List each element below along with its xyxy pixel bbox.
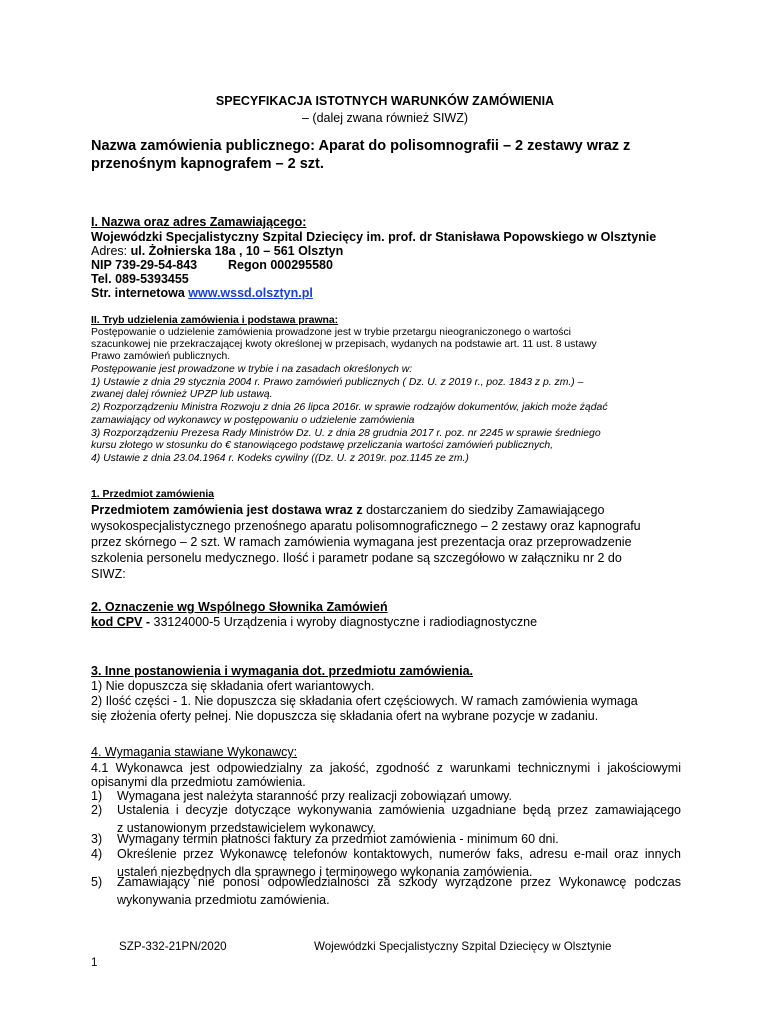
section-1-heading: I. Nazwa oraz adres Zamawiającego: [91,215,307,229]
legal-act-line-3: zwanej dalej również UPZP lub ustawą. [91,389,273,400]
page-number: 1 [91,956,98,969]
regon-number: Regon 000295580 [228,258,333,272]
requirement-item [91,845,681,879]
subject-line-4: szkolenia personelu medycznego. Ilość i parametr podane są szczegółowo w załączniku nr 2 do [91,551,622,565]
order-name-line-2: przenośnym kapnografem – 2 szt. [91,156,324,172]
legal-act-line-8: 4) Ustawie z dnia 23.04.1964 r. Kodeks cywilny ((Dz. U. z 2019r. poz.1145 ze zm.) [91,453,469,464]
requirement-item [91,787,681,801]
website-link[interactable]: www.wssd.olsztyn.pl [188,286,313,300]
requirements-list [91,787,681,907]
document-subtitle: – (dalej zwana również SIWZ) [301,111,469,125]
legal-act-line-1: Postępowanie jest prowadzone w trybie i na zasadach określonych w: [91,364,413,375]
document-title: SPECYFIKACJA ISTOTNYCH WARUNKÓW ZAMÓWIENIA [215,94,555,108]
website-line [91,284,313,302]
legal-basis-line-3: Prawo zamówień publicznych. [91,351,231,362]
website-label: Str. internetowa [91,286,189,300]
provision-line-3: się złożenia oferty pełnej. Nie dopuszcza się składania ofert na wybrane pozycje w zadaniu. [91,709,599,723]
legal-basis-line-2: szacunkowej nie przekraczającej kwoty określonej w przepisach, wydanych na podstawie art. 11 ust. 8 ustawy [91,339,597,350]
requirement-item [91,830,681,845]
cpv-dash: - [142,615,154,629]
requirement-item [91,873,681,907]
section-cpv-heading: 2. Oznaczenie wg Wspólnego Słownika Zamówień [91,600,388,614]
order-name-line-1: Nazwa zamówienia publicznego: Aparat do polisomnografii – 2 zestawy wraz z [91,138,631,154]
subject-lead-bold: Przedmiotem zamówienia jest dostawa wraz z [91,503,363,517]
legal-act-line-5: zamawiający od wykonawcy w postępowaniu o udzielenie zamówienia [91,415,415,426]
provision-line-2: 2) Ilość części - 1. Nie dopuszcza się składania ofert częściowych. W ramach zamówienia wymaga [91,694,638,708]
cpv-label: kod CPV [91,615,143,629]
legal-act-line-4: 2) Rozporządzeniu Ministra Rozwoju z dnia 26 lipca 2016r. w sprawie rodzajów dokumentów, jakich może żądać [91,402,608,413]
legal-act-line-7: kursu złotego w stosunku do € stanowiącego podstawę przeliczania wartości zamówień publicznych, [91,440,554,451]
requirement-number: 3) [91,832,103,846]
address-value: ul. Żołnierska 18a , 10 – 561 Olsztyn [130,244,344,258]
cpv-value: 33124000-5 Urządzenia i wyroby diagnostyczne i radiodiagnostyczne [153,615,538,629]
requirement-text: Ustalenia i decyzje dotyczące wykonywania zamówienia uzgadniane będą przez zamawiającego [117,803,681,817]
address-label: Adres: [91,244,131,258]
section-requirements-heading: 4. Wymagania stawiane Wykonawcy: [91,745,298,759]
legal-act-line-2: 1) Ustawie z dnia 29 stycznia 2004 r. Prawo zamówień publicznych ( Dz. U. z 2019 r., poz. 1843 z p. zm.) – [91,377,584,388]
requirement-number: 1) [91,789,103,803]
footer-reference: SZP-332-21PN/2020 [119,940,227,953]
requirement-number: 5) [91,875,103,889]
subject-lead-rest: dostarczaniem do siedziby Zamawiającego [362,503,605,517]
legal-basis-line-1: Postępowanie o udzielenie zamówienia prowadzone jest w trybie przetargu nieograniczonego o wartości [91,327,571,338]
section-subject-heading: 1. Przedmiot zamówienia [91,489,214,500]
legal-act-line-6: 3) Rozporządzeniu Prezesa Rady Ministrów Dz. U. z dnia 28 grudnia 2017 r. poz. nr 2245 w sprawie średniego [91,428,601,439]
telephone-number: Tel. 089-5393455 [91,272,189,286]
requirements-intro-line-1: 4.1 Wykonawca jest odpowiedzialny za jakość, zgodność z warunkami technicznymi i jakościowymi [91,761,681,775]
requirement-text: Wymagana jest należyta staranność przy realizacji zobowiązań umowy. [117,789,512,803]
subject-line-3: przez skórnego – 2 szt. W ramach zamówienia wymagana jest prezentacja oraz przeprowadzenie [91,535,632,549]
requirement-item [91,801,681,835]
requirement-number: 4) [91,847,103,861]
footer-hospital: Wojewódzki Specjalistyczny Szpital Dziecięcy w Olsztynie [314,940,612,953]
provision-line-1: 1) Nie dopuszcza się składania ofert wariantowych. [91,679,375,693]
requirement-text: Określenie przez Wykonawcę telefonów kontaktowych, numerów faks, adresu e-mail oraz innych [117,847,681,861]
nip-number: NIP 739-29-54-843 [91,258,198,272]
cpv-line [91,613,537,631]
requirement-text-cont: ustaleń niezbędnych dla sprawnego i terminowego wykonania zamówienia. [117,865,533,879]
requirements-intro-line-2: opisanymi dla przedmiotu zamówienia. [91,775,306,789]
subject-line-2: wysokospecjalistycznego przenośnego aparatu polisomnograficznego – 2 zestawy oraz kapnografu [91,519,641,533]
requirement-text-cont: z ustanowionym przedstawicielem wykonawcy. [117,821,376,835]
requirement-text-cont: wykonywania przedmiotu zamówienia. [117,893,330,907]
requirement-text: Wymagany termin płatności faktury za przedmiot zamówienia - minimum 60 dni. [117,832,559,846]
contracting-authority-name: Wojewódzki Specjalistyczny Szpital Dziecięcy im. prof. dr Stanisława Popowskiego w Olsztynie [91,230,657,244]
requirement-number: 2) [91,803,103,817]
section-other-provisions-heading: 3. Inne postanowienia i wymagania dot. przedmiotu zamówienia. [91,664,474,678]
section-2-heading: II. Tryb udzielenia zamówienia i podstawa prawna: [91,315,339,326]
requirement-text: Zamawiający nie ponosi odpowiedzialności za szkody wyrządzone przez Wykonawcę podczas [117,875,681,889]
subject-line-5: SIWZ: [91,567,126,581]
